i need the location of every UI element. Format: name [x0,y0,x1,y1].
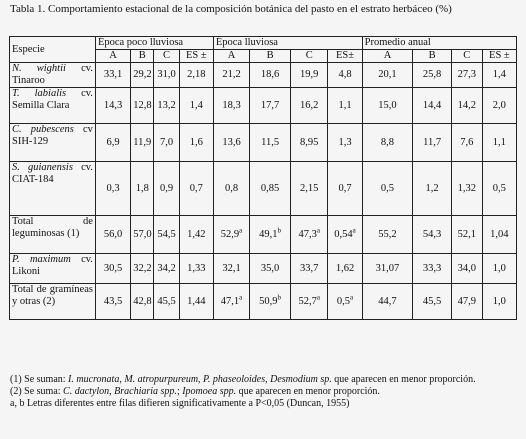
footnote-species: Desmodium sp. [270,374,332,385]
value-cell: 0,5 [362,162,413,216]
value-cell: 1,2 [413,162,452,216]
value-cell: 32,2 [131,254,154,284]
value-cell: 47,9 [451,284,482,320]
footnote-species: P. phaseoloides [203,374,266,385]
value-cell: 32,1 [213,254,249,284]
value-cell: 43,5 [95,284,130,320]
column-header: A [362,50,413,63]
value-cell: 1,04 [482,216,516,254]
value-cell: 1,0 [482,284,516,320]
species-cultivar: cv. Tinaroo [12,63,93,86]
value-cell: 47,1$^a$ [213,284,249,320]
value-cell: 16,2 [290,88,327,124]
value-cell: 0,8 [213,162,249,216]
value-cell: 33,3 [413,254,452,284]
value-cell: 33,7 [290,254,327,284]
value-cell: 34,2 [154,254,179,284]
table-row [10,88,517,124]
footnote-species: I. mucronata [68,374,120,385]
column-header: C [451,50,482,63]
value-cell: 13,6 [213,124,249,162]
value-cell: 2,18 [179,63,213,88]
botanical-composition-table [9,36,517,320]
value-cell: 52,9$^a$ [213,216,249,254]
value-cell: 20,1 [362,63,413,88]
column-header: ES ± [179,50,213,63]
value-cell: 17,7 [250,88,291,124]
value-cell: 2,15 [290,162,327,216]
species-name: S. guianensis [12,162,73,173]
value-cell: 6,9 [95,124,130,162]
value-cell: 30,5 [95,254,130,284]
value-cell: 50,9$^b$ [250,284,291,320]
value-cell: 1,1 [482,124,516,162]
column-header: A [213,50,249,63]
footnote: (2) Se suma: C. dactylon, Brachiaria spp.; Ipomoea spp. que aparecen en menor proporción. [10,386,380,397]
value-cell: 7,0 [154,124,179,162]
value-cell: 0,7 [179,162,213,216]
species-cultivar: cv. Semilla Clara [12,88,93,111]
species-cell [10,162,96,216]
value-cell: 12,8 [131,88,154,124]
value-cell: 0,7 [328,162,362,216]
column-header: B [413,50,452,63]
value-cell: 1,1 [328,88,362,124]
column-header: ES ± [482,50,516,63]
value-cell: 49,1$^b$ [250,216,291,254]
value-cell: 1,0 [482,254,516,284]
significance-letter: b [277,226,282,234]
value-cell: 1,6 [179,124,213,162]
value-cell: 0,54$^a$ [328,216,362,254]
group-header: Promedio anual [362,37,516,50]
value-cell: 34,0 [451,254,482,284]
species-cultivar: Total de gramíneas y otras (2) [12,284,93,307]
species-name: N. wightii [12,63,66,74]
value-cell: 25,8 [413,63,452,88]
value-cell: 11,5 [250,124,291,162]
value-cell: 45,5 [413,284,452,320]
species-cultivar: cv SIH-129 [12,124,93,147]
table-row [10,284,517,320]
significance-letter: a [239,226,243,234]
significance-letter: b [277,293,282,301]
value-cell: 55,2 [362,216,413,254]
value-cell: 8,8 [362,124,413,162]
significance-letter: a [350,293,354,301]
value-cell: 54,5 [154,216,179,254]
species-cell [10,63,96,88]
species-cell [10,254,96,284]
value-cell: 18,6 [250,63,291,88]
column-header: B [250,50,291,63]
value-cell: 0,9 [154,162,179,216]
table-row [10,216,517,254]
significance-letter: a [316,293,320,301]
value-cell: 4,8 [328,63,362,88]
group-header: Época lluviosa [213,37,362,50]
value-cell: 0,3 [95,162,130,216]
species-cell [10,124,96,162]
value-cell: 11,7 [413,124,452,162]
footnotes [10,374,520,410]
value-cell: 14,4 [413,88,452,124]
value-cell: 31,0 [154,63,179,88]
group-header: Época poco lluviosa [95,37,213,50]
species-cell [10,284,96,320]
value-cell: 1,3 [328,124,362,162]
footnote-species: C. dactylon [63,386,110,397]
value-cell: 0,85 [250,162,291,216]
significance-letter: a [352,226,356,234]
table-row [10,63,517,88]
table-caption: Tabla 1. Comportamiento estacional de la composición botánica del pasto en el estrato herbáceo (%) [10,3,452,15]
value-cell: 11,9 [131,124,154,162]
footnote-species: Brachiaria spp. [114,386,177,397]
value-cell: 27,3 [451,63,482,88]
value-cell: 1,32 [451,162,482,216]
value-cell: 1,42 [179,216,213,254]
value-cell: 35,0 [250,254,291,284]
footnote-species: Ipomoea spp. [182,386,237,397]
species-cell [10,216,96,254]
value-cell: 47,3$^a$ [290,216,327,254]
value-cell: 7,6 [451,124,482,162]
column-header: C [290,50,327,63]
value-cell: 54,3 [413,216,452,254]
footnote: a, b Letras diferentes entre filas difieren significativamente a P<0,05 (Duncan, 1955) [10,398,350,409]
column-header: C [154,50,179,63]
table-row [10,124,517,162]
value-cell: 18,3 [213,88,249,124]
footnote: (1) Se suman: I. mucronata, M. atropurpureum, P. phaseoloides, Desmodium sp. que aparecen en menor proporción. [10,374,476,385]
value-cell: 1,4 [482,63,516,88]
significance-letter: a [239,293,243,301]
significance-letter: a [316,226,320,234]
value-cell: 2,0 [482,88,516,124]
species-name: C. pubescens [12,124,74,135]
column-header: B [131,50,154,63]
value-cell: 13,2 [154,88,179,124]
value-cell: 44,7 [362,284,413,320]
value-cell: 45,5 [154,284,179,320]
value-cell: 19,9 [290,63,327,88]
value-cell: 52,7$^a$ [290,284,327,320]
species-header: Especie [10,37,96,63]
value-cell: 52,1 [451,216,482,254]
value-cell: 33,1 [95,63,130,88]
species-cultivar: Total de leguminosas (1) [12,216,93,239]
species-cell [10,88,96,124]
value-cell: 57,0 [131,216,154,254]
value-cell: 1,44 [179,284,213,320]
value-cell: 31,07 [362,254,413,284]
value-cell: 14,3 [95,88,130,124]
species-name: T. labialis [12,88,67,99]
value-cell: 15,0 [362,88,413,124]
value-cell: 1,8 [131,162,154,216]
value-cell: 8,95 [290,124,327,162]
value-cell: 21,2 [213,63,249,88]
value-cell: 42,8 [131,284,154,320]
species-cultivar: cv. CIAT-184 [12,162,93,185]
species-cultivar: cv. Likoni [12,254,93,277]
value-cell: 1,4 [179,88,213,124]
value-cell: 56,0 [95,216,130,254]
value-cell: 0,5 [482,162,516,216]
value-cell: 14,2 [451,88,482,124]
column-header: A [95,50,130,63]
table-row [10,162,517,216]
table-row [10,254,517,284]
value-cell: 1,33 [179,254,213,284]
value-cell: 1,62 [328,254,362,284]
column-header: ES± [328,50,362,63]
value-cell: 0,5$^a$ [328,284,362,320]
value-cell: 29,2 [131,63,154,88]
species-name: P. maximum [12,254,71,265]
footnote-species: M. atropurpureum [124,374,199,385]
